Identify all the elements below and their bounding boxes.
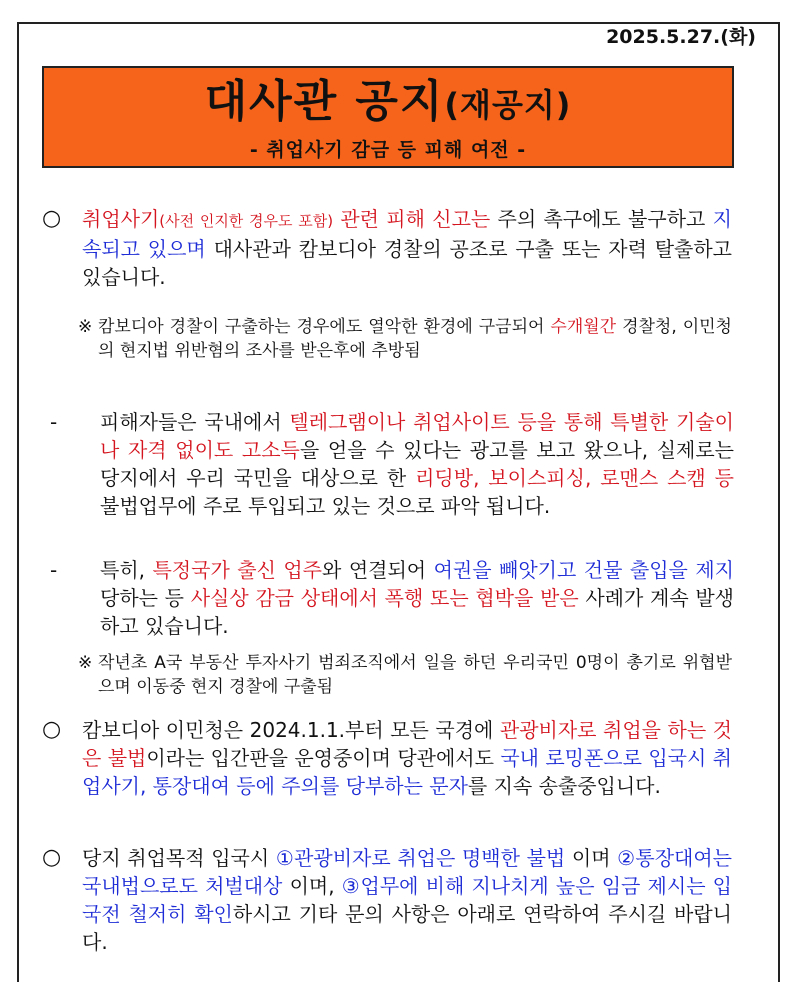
circle-bullet: ○ bbox=[42, 717, 62, 742]
text: 이라는 입간판을 운영중이며 당관에서도 bbox=[146, 746, 501, 770]
banner-title-paren: (재공지) bbox=[444, 86, 572, 124]
banner-subtitle: - 취업사기 감금 등 피해 여전 - bbox=[249, 139, 527, 161]
dash-bullet: - bbox=[50, 410, 58, 434]
highlight-red: 리딩방, 보이스피싱, 로맨스 스캠 등 bbox=[415, 466, 734, 490]
text: 캄보디아 경찰이 구출하는 경우에도 열악한 환경에 구금되어 bbox=[98, 317, 551, 337]
note-paragraph-2 bbox=[78, 651, 732, 699]
text: 피해자들은 국내에서 bbox=[100, 410, 290, 434]
paragraph-text bbox=[82, 716, 732, 800]
text: 불법업무에 주로 투입되고 있는 것으로 파악 됩니다. bbox=[100, 494, 551, 518]
banner-title-main: 대사관 공지 bbox=[204, 76, 445, 127]
highlight-blue: ③업무에 비해 지나치게 높은 임금 제시는 입국전 철저히 확인 bbox=[82, 874, 733, 926]
highlight-red: 사실상 감금 상태에서 폭행 또는 협박을 받은 bbox=[190, 586, 579, 610]
paragraph-text bbox=[100, 556, 734, 640]
text: 사례가 계속 발생하고 있습니다. bbox=[100, 586, 734, 638]
note-paragraph-1 bbox=[78, 315, 732, 363]
dash-paragraph-1 bbox=[50, 408, 734, 520]
circle-bullet: ○ bbox=[42, 845, 62, 870]
circle-bullet: ○ bbox=[42, 206, 62, 231]
text: 당하는 등 bbox=[100, 586, 191, 610]
highlight-blue: ①관광비자로 취업은 명백한 불법 bbox=[275, 846, 566, 870]
highlight-red-small: (사전 인지한 경우도 포함) bbox=[159, 212, 334, 230]
highlight-red: 관광비자로 취업을 하는 것은 불법 bbox=[82, 718, 733, 770]
bullet-paragraph-1 bbox=[42, 205, 732, 291]
text: 대사관과 캄보디아 경찰의 공조로 구출 또는 자력 탈출하고 있습니다. bbox=[82, 237, 732, 289]
dash-bullet: - bbox=[50, 558, 58, 582]
highlight-red: 취업사기 bbox=[82, 207, 160, 231]
bullet-paragraph-3 bbox=[42, 844, 732, 956]
text: 경찰청, 이민청의 현지법 위반혐의 조사를 받은후에 추방됨 bbox=[98, 317, 732, 361]
text: 당지 취업목적 입국시 bbox=[82, 846, 276, 870]
highlight-red: 수개월간 bbox=[550, 317, 617, 337]
note-mark: ※ bbox=[78, 317, 93, 337]
note-mark: ※ bbox=[78, 653, 93, 673]
notice-date: 2025.5.27.(화) bbox=[606, 26, 756, 48]
highlight-blue: 여권을 빼앗기고 건물 출입을 제지 bbox=[433, 558, 734, 582]
paragraph-text bbox=[82, 205, 732, 291]
note-text bbox=[98, 315, 732, 363]
text: 을 얻을 수 있다는 광고를 보고 왔으나, 실제로는 당지에서 우리 국민을 대상으로 한 bbox=[100, 438, 734, 490]
highlight-red: 특정국가 출신 업주 bbox=[152, 558, 323, 582]
text: 주의 촉구에도 불구하고 bbox=[490, 207, 713, 231]
highlight-red: 관련 피해 신고는 bbox=[340, 207, 491, 231]
text: 와 연결되어 bbox=[322, 558, 434, 582]
highlight-blue: ②통장대여는 국내법으로도 처벌대상 bbox=[82, 846, 732, 898]
highlight-red: 텔레그램이나 취업사이트 등을 통해 특별한 기술이나 자격 없이도 고소득 bbox=[100, 410, 734, 462]
note-text: 작년초 A국 부동산 투자사기 범죄조직에서 일을 하던 우리국민 0명이 총기로 위협받으며 이동중 현지 경찰에 구출됨 bbox=[98, 653, 732, 697]
bullet-paragraph-2 bbox=[42, 716, 732, 800]
dash-paragraph-2 bbox=[50, 556, 734, 640]
text: 이며, bbox=[282, 874, 342, 898]
paragraph-text bbox=[82, 844, 732, 956]
text: 이며 bbox=[565, 846, 618, 870]
text: 캄보디아 이민청은 2024.1.1.부터 모든 국경에 bbox=[82, 718, 500, 742]
title-banner bbox=[42, 66, 734, 168]
text: 를 지속 송출중입니다. bbox=[467, 774, 661, 798]
highlight-blue: 지속되고 있으며 bbox=[82, 207, 732, 261]
highlight-blue: 국내 로밍폰으로 입국시 취업사기, 통장대여 등에 주의를 당부하는 문자 bbox=[82, 746, 732, 798]
paragraph-text bbox=[100, 408, 734, 520]
text: 특히, bbox=[100, 558, 153, 582]
banner-title bbox=[44, 74, 732, 133]
text: 하시고 기타 문의 사항은 아래로 연락하여 주시길 바랍니다. bbox=[82, 902, 732, 954]
